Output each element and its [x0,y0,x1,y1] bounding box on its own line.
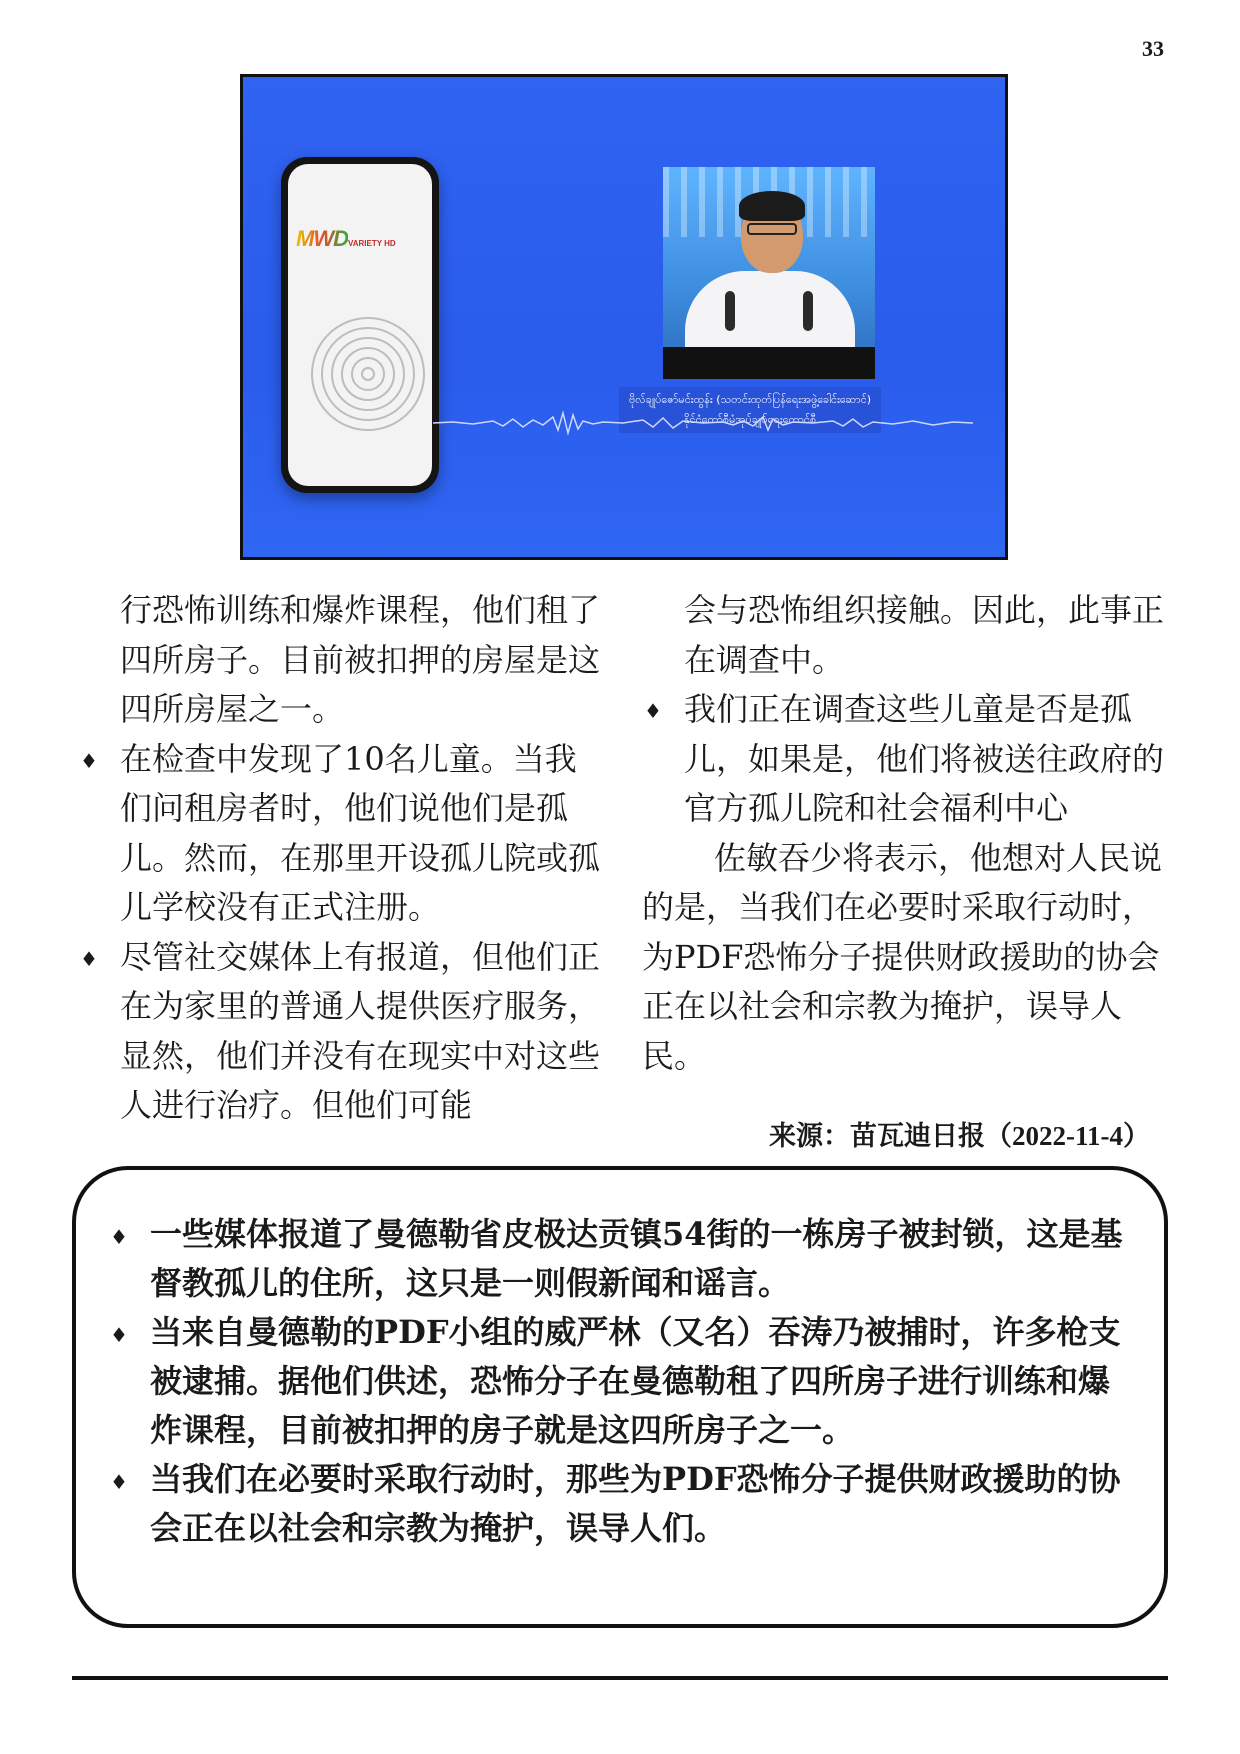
microphone-icon [803,291,813,331]
right-column [642,586,1164,1081]
phone-graphic [281,157,439,493]
podium [663,347,875,379]
phone-screen [288,164,432,486]
logo-sub-text: VARIETY HD [347,239,396,248]
diamond-bullet-icon: ♦ [80,748,98,773]
sound-rings-icon [308,314,428,434]
continued-text: 行恐怖训练和爆炸课程，他们租了四所房子。目前被扣押的房屋是这四所房屋之一。 [120,591,601,728]
logo-main-text: MWD [296,226,348,251]
body-paragraph: 佐敏吞少将表示，他想对人民说的是，当我们在必要时采取行动时，为PDF恐怖分子提供财政援助的协会正在以社会和宗教为掩护，误导人民。 [642,838,1163,1075]
caption-line-1: ဗိုလ်ချုပ်ဇော်မင်းထွန်း (သတင်းထုတ်ပြန်ရေးအဖွဲ့ခေါင်းဆောင်) [629,393,871,406]
news-video-still [240,74,1008,560]
diamond-bullet-icon: ♦ [110,1323,128,1347]
diamond-bullet-icon: ♦ [644,699,662,723]
microphone-icon [725,291,735,331]
list-item: ♦ 在检查中发现了10名儿童。当我们问租房者时，他们说他们是孤儿。然而，在那里开设孤儿院或孤儿学校没有正式注册。 [78,735,600,933]
diamond-bullet-icon: ♦ [80,946,98,971]
audio-waveform-icon [433,403,973,443]
list-item: ♦ 尽管社交媒体上有报道，但他们正在为家里的普通人提供医疗服务，显然，他们并没有在现实中对这些人进行治疗。但他们可能 [78,933,600,1131]
summary-item: ♦ 当我们在必要时采取行动时，那些为PDF恐怖分子提供财政援助的协会正在以社会和宗教为掩护，误导人们。 [108,1455,1134,1553]
summary-box [72,1166,1168,1628]
left-column [78,586,600,1131]
diamond-bullet-icon: ♦ [110,1225,128,1249]
glasses-icon [747,223,797,235]
channel-logo [296,226,396,252]
caption-line-2: နိုင်ငံတော်စီမံအုပ်ချုပ်ရေးကောင်စီ [683,413,817,426]
summary-item: ♦ 当来自曼德勒的PDF小组的威严林（又名）吞涛乃被捕时，许多枪支被逮捕。据他们供述，恐怖分子在曼德勒租了四所房子进行训练和爆炸课程，目前被扣押的房子就是这四所房子之一。 [108,1308,1134,1455]
list-item: ♦ 我们正在调查这些儿童是否是孤儿，如果是，他们将被送往政府的官方孤儿院和社会福利中心 [642,685,1164,834]
page-number: 33 [1142,36,1164,61]
source-citation: 来源：苗瓦迪日报（2022-11-4） [769,1121,1150,1151]
speaker-photo [663,167,875,379]
footer-rule [72,1676,1168,1680]
continued-text: 会与恐怖组织接触。因此，此事正在调查中。 [684,591,1165,679]
summary-item: ♦ 一些媒体报道了曼德勒省皮极达贡镇54街的一栋房子被封锁，这是基督教孤儿的住所，这只是一则假新闻和谣言。 [108,1210,1134,1308]
diamond-bullet-icon: ♦ [110,1470,128,1494]
